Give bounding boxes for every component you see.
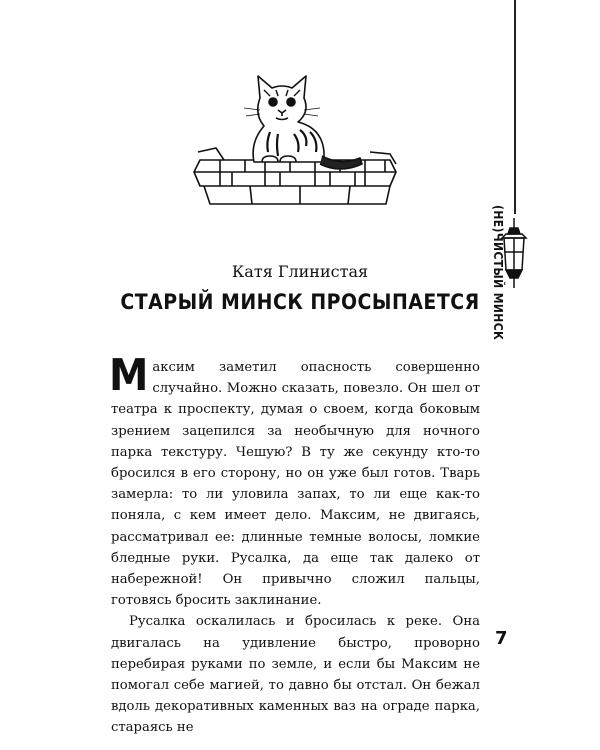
- page-number: 7: [495, 628, 508, 649]
- body-text: [109, 350, 480, 739]
- cat-on-wall-illustration: [190, 72, 402, 218]
- paragraph-1-text: аксим заметил опасность совершенно случайно. Можно сказать, повезло. Он шел от театра к проспекту, думая о своем, когда боковым зрением зацепился за необычную для ночного парка текстуру. Чешую? В ту же секунду кто-то бросился в его сторону, но он уже был готов. Тварь замерла: то ли уловила запах, то ли еще как-то поняла, с кем имеет дело. Максим, не двигаясь, рассматривал ее: длинные темные волосы, ломкие бледные руки. Русалка, да еще так далеко от набережной! Он привычно сложил пальцы, готовясь бросить заклинание.: [111, 360, 480, 609]
- paragraph-2: Русалка оскалилась и бросилась к реке. Она двигалась на удивление быстро, проворно перебирая руками по земле, и если бы Максим не помогал себе магией, то давно бы отстал. Он бежал вдоль декоративных каменных ваз на ограде парка, стараясь не: [111, 614, 480, 736]
- drop-cap: М: [109, 350, 149, 401]
- lantern-icon: [494, 218, 534, 298]
- vertical-rule: [514, 0, 516, 214]
- author-name: Катя Глинистая: [231, 262, 369, 281]
- chapter-title: СТАРЫЙ МИНСК ПРОСЫПАЕТСЯ: [120, 290, 480, 314]
- paragraph-1: [109, 350, 480, 611]
- running-head: (НЕ)ЧИСТЫЙ МИНСК: [491, 205, 505, 341]
